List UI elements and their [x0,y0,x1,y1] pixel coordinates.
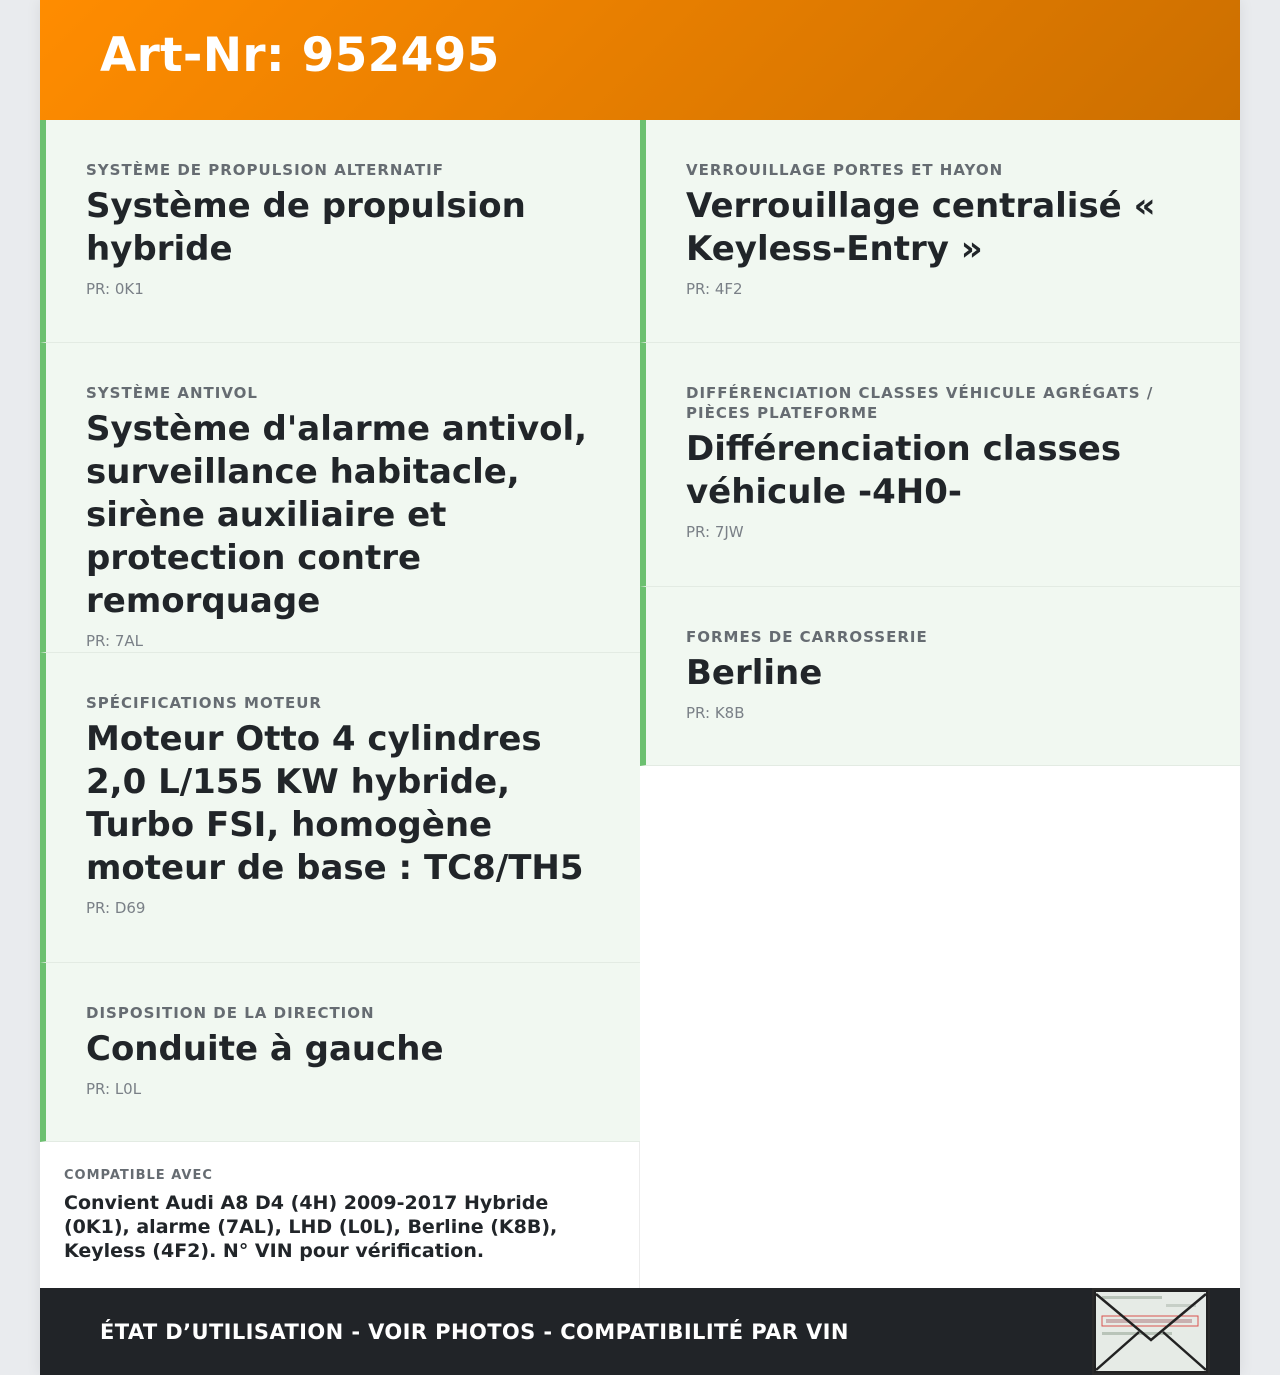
option-card [40,120,640,343]
option-pr-code: PR: 4F2 [686,280,743,298]
option-category: FORMES DE CARROSSERIE [686,628,928,646]
option-card [640,343,1240,587]
option-category: VERROUILLAGE PORTES ET HAYON [686,161,1004,179]
option-card [640,587,1240,766]
option-title: Système d'alarme antivol, surveillance habitacle, sirène auxiliaire et protection contre remorquage [86,409,588,621]
option-card [40,963,640,1142]
option-category: DIFFÉRENCIATION CLASSES VÉHICULE AGRÉGATS / PIÈCES PLATEFORME [686,384,1154,422]
option-title: Moteur Otto 4 cylindres 2,0 L/155 KW hybride, Turbo FSI, homogène moteur de base : TC8/TH5 [86,719,584,888]
options-column-right [640,120,1240,766]
option-pr-code: PR: D69 [86,899,146,917]
option-pr-code: PR: 7AL [86,632,143,650]
option-category: SYSTÈME DE PROPULSION ALTERNATIF [86,161,444,179]
compatibility-text: Convient Audi A8 D4 (4H) 2009-2017 Hybride (0K1), alarme (7AL), LHD (L0L), Berline (K8B), Keyless (4F2). N° VIN pour vérification. [64,1192,558,1262]
option-title: Conduite à gauche [86,1029,444,1069]
option-category: SPÉCIFICATIONS MOTEUR [86,694,322,712]
vin-document-envelope-icon[interactable] [1092,1288,1210,1375]
footer-bar [40,1288,1240,1375]
product-sheet [40,0,1240,1375]
option-title: Berline [686,653,823,693]
option-category: SYSTÈME ANTIVOL [86,384,258,402]
option-title: Différenciation classes véhicule -4H0- [686,429,1122,512]
option-pr-code: PR: K8B [686,704,745,722]
option-card [40,343,640,653]
option-pr-code: PR: 7JW [686,523,744,541]
option-pr-code: PR: 0K1 [86,280,144,298]
footer-condition-text: ÉTAT D’UTILISATION - VOIR PHOTOS - COMPATIBILITÉ PAR VIN [100,1319,849,1344]
compatibility-label: COMPATIBLE AVEC [64,1168,213,1183]
article-number-title: Art-Nr: 952495 [100,27,500,83]
option-title: Système de propulsion hybride [86,186,526,269]
compatibility-box [40,1142,640,1288]
option-card [40,653,640,963]
option-pr-code: PR: L0L [86,1080,142,1098]
option-title: Verrouillage centralisé « Keyless-Entry » [686,186,1156,269]
option-card [640,120,1240,343]
options-column-left [40,120,640,1142]
header-banner [40,0,1240,120]
option-category: DISPOSITION DE LA DIRECTION [86,1004,375,1022]
